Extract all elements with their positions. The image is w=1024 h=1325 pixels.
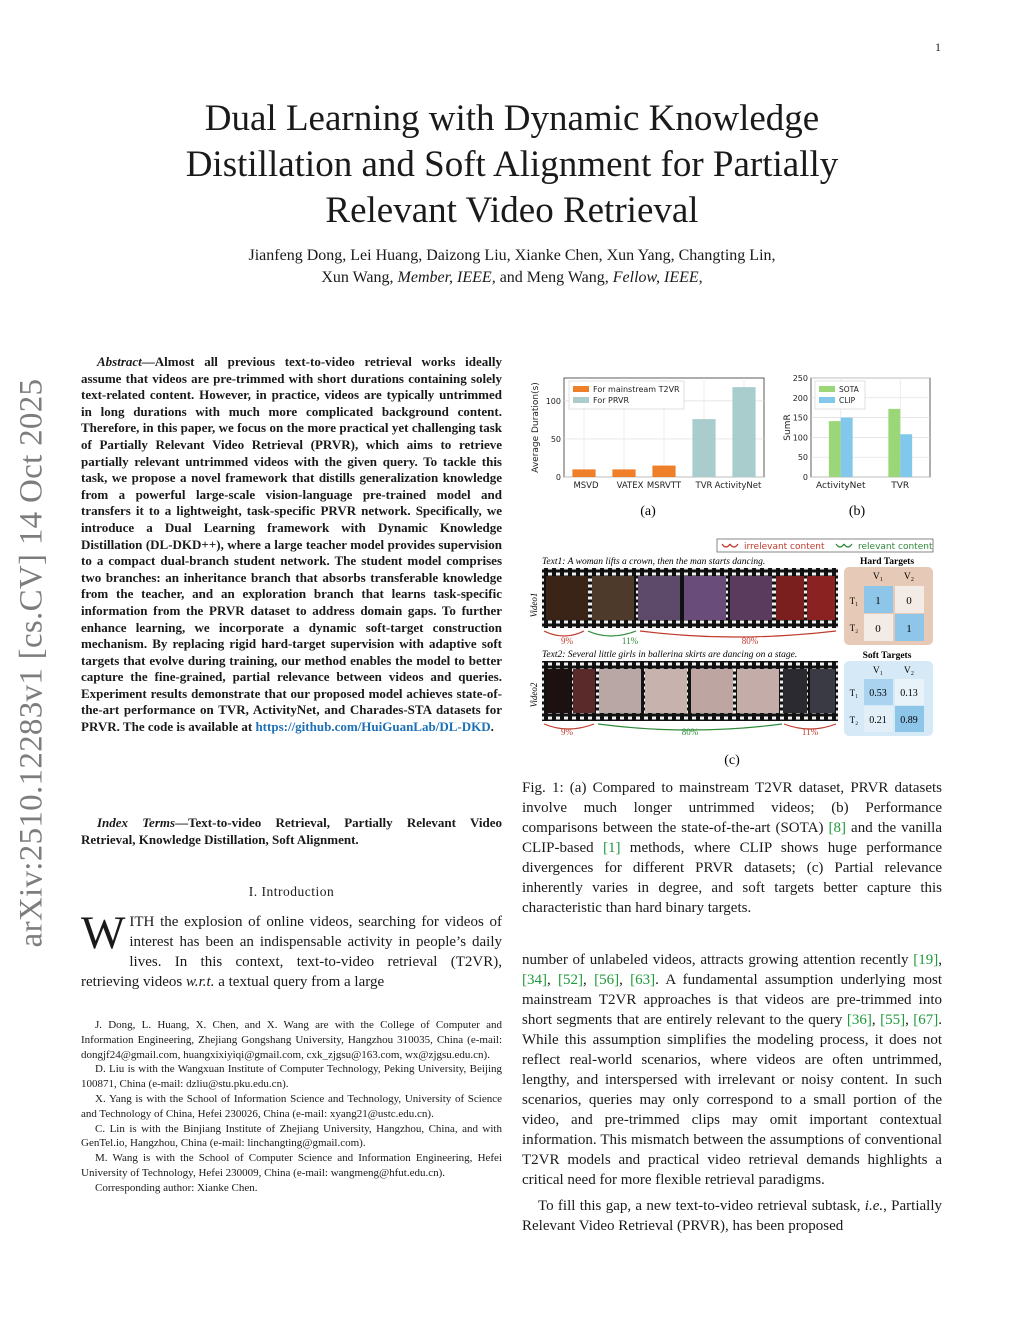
citation-link[interactable]: [8]: [828, 820, 846, 836]
video-frame: [592, 576, 634, 620]
y-tick-label: 50: [550, 434, 561, 444]
video-frame: [684, 576, 726, 620]
soft-targets-title: Soft Targets: [862, 651, 912, 661]
citation-link[interactable]: [19]: [913, 952, 939, 968]
legend-relevant: relevant content: [858, 542, 933, 552]
body-text: To fill this gap, a new text-to-video retrieval subtask,: [538, 1198, 865, 1214]
matrix-value: 0: [906, 595, 912, 607]
y-axis-label: SumR: [783, 414, 793, 441]
video1-percent: 9%: [561, 636, 573, 646]
matrix-row-label: T₁: [849, 688, 859, 698]
video-frame: [599, 669, 641, 713]
x-tick-label: MSVD: [573, 481, 599, 491]
video-frame: [810, 669, 835, 713]
page-number: 1: [935, 40, 941, 54]
body-text: ,: [905, 1012, 914, 1028]
legend-label: SOTA: [839, 385, 859, 394]
figure-label-a: (a): [640, 504, 656, 519]
citation-link[interactable]: [52]: [558, 972, 584, 988]
video1-percent: 80%: [741, 636, 759, 646]
legend-swatch: [573, 386, 589, 392]
abstract-lead: Abstract: [97, 354, 142, 369]
citation-link[interactable]: [63]: [630, 972, 656, 988]
video-frame: [691, 669, 733, 713]
legend-swatch: [573, 397, 589, 403]
video-frame: [546, 669, 570, 713]
y-tick-label: 0: [555, 473, 561, 482]
section-title: I. Introduction: [248, 884, 335, 899]
panel-c-text1: Text1: A woman lifts a crown, then the man starts dancing.: [542, 557, 766, 567]
authors-line-2: [100, 267, 924, 289]
title-line-2: Distillation and Soft Alignment for Partially: [185, 144, 839, 185]
figure-label-b: (b): [848, 504, 866, 519]
chart-a: [531, 378, 764, 491]
matrix-row-label: T₁: [849, 596, 859, 606]
video-frame: [730, 576, 772, 620]
figure-1-c: [522, 535, 942, 770]
bar: [692, 419, 715, 477]
legend-irrelevant: irrelevant content: [744, 542, 825, 552]
body-text-italic: i.e.: [864, 1198, 884, 1214]
footnote: M. Wang is with the School of Computer Science and Information Engineering, Hefei University of Technology, Hefei 230009, China (e-mail: wangmeng@hfut.edu.cn).: [81, 1152, 502, 1179]
legend: [815, 381, 865, 409]
video-frame: [645, 669, 687, 713]
figure-label-c: (c): [724, 753, 740, 768]
y-tick-label: 50: [797, 453, 808, 463]
video-frame: [573, 669, 595, 713]
matrix-col-label: V₂: [903, 666, 915, 676]
matrix-value: 0.89: [900, 715, 918, 726]
bar: [841, 418, 853, 477]
author-role: Fellow, IEEE,: [612, 269, 703, 286]
video-frame: [737, 669, 779, 713]
figure-1-ab: [522, 368, 942, 528]
video1-label: Video1: [529, 592, 539, 618]
index-terms: [81, 815, 502, 848]
footnote: C. Lin is with the Binjiang Institute of Zhejiang University, Hangzhou, China, and with GenTel.io, Hangzhou, China (e-mail: linchangting@gmail.com).: [81, 1122, 502, 1150]
x-tick-label: MSRVTT: [646, 481, 682, 491]
video-frame: [776, 576, 804, 620]
intro-first-word: ITH: [129, 914, 155, 930]
introduction-paragraph: [81, 907, 502, 992]
matrix-col-label: V₂: [903, 572, 915, 582]
title-line-3: Relevant Video Retrieval: [325, 190, 699, 231]
figure-caption: [522, 778, 942, 918]
footnote: J. Dong, L. Huang, X. Chen, and X. Wang are with the College of Computer and Information Engineering, Zhejiang Gongshang University, Hangzhou 310035, China (e-mail: dongjf24@gmail.com, huangxixiyiqi@gmail.com, cxk_zjgsu@163.com, wx@zjgsu.edu.cn).: [81, 1019, 502, 1061]
citation-link[interactable]: [1]: [602, 840, 621, 856]
y-tick-label: 0: [802, 473, 808, 482]
arxiv-identifier: [2, 372, 62, 954]
citation-link[interactable]: [36]: [846, 1012, 872, 1028]
body-text: ,: [938, 952, 942, 968]
y-tick-label: 250: [792, 374, 808, 383]
abstract-body: —Almost all previous text-to-video retrieval works ideally assume that videos are pre-trimmed with short durations containing solely text-related content. However, in practice, videos are typically untrimmed in long durations with much more complicated background content. Therefore, in this paper, we focus on the more practical yet challenging task of Partially Relevant Video Retrieval (PRVR), which aims to retrieve partially relevant untrimmed videos with the given query. To tackle this task, we propose a novel framework that distills generalization knowledge from a powerful large-scale vision-language pre-trained model and transfers it to a lightweight, task-specific PRVR network. Specifically, we introduce a Dual Learning framework with Dynamic Knowledge Distillation (DL-DKD++), where a large teacher model provides supervision to a compact dual-branch student network. The student model comprises two branches: an inheritance branch that absorbs transferable knowledge from the teacher, and an exploration branch that learns task-specific information from the PRVR dataset to address domain gaps. To further enhance learning, we incorporate a dynamic soft-target construction mechanism. By replacing rigid hard-target supervision with adaptive soft targets that evolve during training, our method enables the model to better capture the fine-grained, partial relevance between videos and queries. Experiment results demonstrate that our proposed model achieves state-of-the-art performance on TVR, ActivityNet, and Charades-STA datasets for PRVR. The code is available at: [81, 354, 502, 735]
body-text: ,: [547, 972, 559, 988]
dropcap: W: [81, 907, 126, 959]
footnote: Corresponding author: Xianke Chen.: [95, 1181, 258, 1194]
matrix-value: 1: [875, 595, 881, 607]
title-line-1: Dual Learning with Dynamic Knowledge: [204, 98, 820, 139]
index-terms-lead: Index Terms: [97, 815, 176, 830]
right-column-text: [522, 950, 942, 1236]
body-paragraph: [522, 950, 942, 1190]
matrix-row-label: T₂: [849, 623, 859, 633]
video1-percent: 11%: [621, 636, 639, 646]
abstract-end: .: [490, 719, 494, 735]
y-tick-label: 100: [792, 433, 808, 443]
bar: [732, 387, 755, 477]
body-text: ,: [619, 972, 631, 988]
video2-percent: 80%: [681, 727, 699, 737]
video-frame: [546, 576, 588, 620]
body-text: . While this assumption simplifies the modeling process, it does not reflect real-world scenarios, where videos are often untrimmed, lengthy, and interspersed with irrelevant or noisy content. In such scenarios, queries may only correspond to a small portion of the video, and pre-trimmed clips may omit important contextual information. This mismatch between the assumptions of conventional T2VR models and practical video retrieval demands highlights a critical need for more flexible retrieval paradigms.: [522, 1012, 943, 1188]
bar: [900, 434, 912, 477]
video-frame: [807, 576, 835, 620]
citation-link[interactable]: [56]: [594, 972, 620, 988]
body-text: . A fundamental assumption underlying most mainstream T2VR approaches is that videos are pre-trimmed into short segments that are entirely relevant to the query: [522, 972, 942, 1028]
legend: [569, 381, 684, 409]
video-frame: [638, 576, 680, 620]
authors-text: and Meng Wang,: [495, 269, 613, 286]
legend-swatch: [819, 397, 835, 403]
bar: [612, 469, 635, 477]
abstract: [81, 354, 502, 736]
body-text: ,: [871, 1012, 881, 1028]
chart-b: [783, 374, 930, 491]
author-list: [100, 245, 924, 289]
y-tick-label: 150: [792, 413, 808, 423]
body-text: , Partially Relevant Video Retrieval (PRVR), has been proposed: [522, 1198, 942, 1234]
legend-label: For PRVR: [593, 396, 630, 405]
video1-brace-irrelevant: [640, 631, 836, 637]
body-text: ,: [583, 972, 595, 988]
caption-text: methods, where CLIP shows huge performance divergences for different PRVR datasets; (c) Partial relevance inherently varies in degree, and soft targets better capture this characteristic than hard binary targets.: [522, 840, 943, 916]
bar: [829, 421, 841, 477]
paper-title: [100, 96, 924, 234]
citation-link[interactable]: [67]: [913, 1012, 939, 1028]
authors-text: Xun Wang,: [321, 269, 398, 286]
y-axis-label: Average Duration(s): [531, 382, 541, 473]
intro-text: the explosion of online videos, searching for videos of interest has been an indispensable activity in people’s daily lives. In this context, text-to-video retrieval (T2VR), retrieving videos: [81, 914, 502, 990]
matrix-value: 0.21: [869, 715, 887, 726]
matrix-col-label: V₁: [872, 572, 884, 582]
authors-line-1: Jianfeng Dong, Lei Huang, Daizong Liu, Xianke Chen, Xun Yang, Changting Lin,: [248, 247, 776, 264]
bar: [888, 409, 900, 477]
footnote: D. Liu is with the Wangxuan Institute of Computer Technology, Peking University, Beijing 100871, China (e-mail: dzliu@stu.pku.edu.cn).: [81, 1063, 502, 1091]
video2-label: Video2: [529, 682, 539, 708]
matrix-value: 1: [906, 623, 912, 635]
x-tick-label: VATEX: [616, 481, 644, 491]
x-tick-label: ActivityNet: [816, 481, 866, 491]
matrix-col-label: V₁: [872, 666, 884, 676]
legend-label: For mainstream T2VR: [593, 385, 680, 394]
intro-wrt: w.r.t.: [185, 974, 215, 990]
matrix-value: 0.13: [900, 688, 918, 699]
bar: [652, 466, 675, 477]
author-role: Member, IEEE,: [397, 269, 496, 286]
legend-swatch: [819, 386, 835, 392]
code-link[interactable]: https://github.com/HuiGuanLab/DL-DKD: [255, 719, 491, 735]
video-frame: [783, 669, 807, 713]
y-tick-label: 100: [545, 396, 561, 406]
video2-percent: 11%: [801, 727, 819, 737]
matrix-value: 0: [875, 623, 881, 635]
footnote: X. Yang is with the School of Information Science and Technology, University of Science and Technology of China, Hefei 230026, China (e-mail: xyang21@ustc.edu.cn).: [81, 1092, 502, 1120]
x-tick-label: ActivityNet: [714, 481, 762, 491]
matrix-value: 0.53: [869, 688, 887, 699]
index-terms-body: —Text-to-video Retrieval, Partially Relevant Video Retrieval, Knowledge Distillation, Soft Alignment.: [81, 815, 502, 847]
citation-link[interactable]: [55]: [880, 1012, 906, 1028]
intro-text: a textual query from a large: [214, 974, 385, 990]
body-paragraph: [522, 1196, 942, 1236]
arxiv-identifier-text: arXiv:2510.12283v1 [cs.CV] 14 Oct 2025: [13, 378, 50, 948]
body-text: number of unlabeled videos, attracts growing attention recently: [522, 952, 914, 968]
caption-text: Fig. 1: (a) Compared to mainstream T2VR dataset, PRVR datasets involve much longer untrimmed videos; (b) Performance comparisons between the state-of-the-art (SOTA): [522, 780, 942, 836]
matrix-row-label: T₂: [849, 715, 859, 725]
footnotes: [81, 1017, 502, 1196]
video2-percent: 9%: [561, 727, 573, 737]
x-tick-label: TVR: [891, 481, 910, 491]
y-tick-label: 200: [792, 393, 808, 403]
hard-targets-title: Hard Targets: [859, 557, 915, 567]
citation-link[interactable]: [34]: [522, 972, 547, 988]
bar: [572, 469, 595, 477]
legend-label: CLIP: [839, 396, 856, 405]
panel-c-text2: Text2: Several little girls in ballerina skirts are dancing on a stage.: [542, 650, 798, 660]
x-tick-label: TVR: [695, 481, 713, 491]
caption-text: and the vanilla CLIP-based: [522, 820, 942, 856]
